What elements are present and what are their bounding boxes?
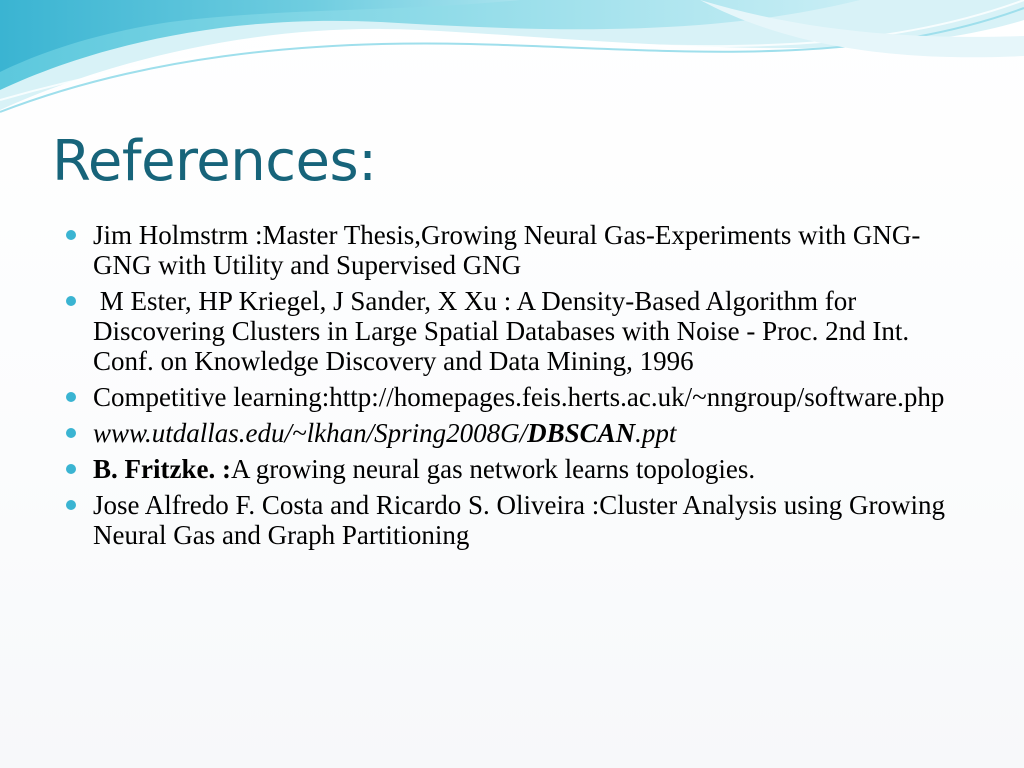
reference-item-utdallas [66, 418, 966, 448]
header-wave-decoration [0, 0, 1024, 130]
reference-item-holmstrm [66, 220, 966, 280]
bullet-icon [66, 392, 76, 402]
reference-url-suffix: .ppt [635, 418, 677, 448]
bullet-icon [66, 464, 76, 474]
references-list [66, 220, 966, 556]
reference-text: Competitive learning:http://homepages.feis.herts.ac.uk/~nngroup/software.php [93, 382, 945, 412]
reference-item-ester [66, 286, 966, 376]
reference-item-competitive-learning [66, 382, 966, 412]
bullet-icon [66, 500, 76, 510]
slide-title: References: [52, 129, 377, 194]
reference-url-emphasis: DBSCAN [527, 418, 636, 448]
reference-url-prefix: www.utdallas.edu/~lkhan/Spring2008G/ [93, 418, 528, 448]
reference-text: M Ester, HP Kriegel, J Sander, X Xu : A Density-Based Algorithm for Discovering Clusters in Large Spatial Databases with Noise - Proc. 2nd Int. Conf. on Knowledge Discovery and Data Mining, 1996 [93, 286, 916, 376]
reference-text: Jim Holmstrm :Master Thesis,Growing Neural Gas-Experiments with GNG-GNG with Utility and Supervised GNG [93, 220, 921, 280]
reference-item-fritzke [66, 454, 966, 484]
reference-text: Jose Alfredo F. Costa and Ricardo S. Oliveira :Cluster Analysis using Growing Neural Gas and Graph Partitioning [93, 490, 946, 550]
bullet-icon [66, 428, 76, 438]
bullet-icon [66, 296, 76, 306]
reference-author: B. Fritzke. : [93, 454, 231, 484]
bullet-icon [66, 230, 76, 240]
reference-item-costa [66, 490, 966, 550]
reference-text: A growing neural gas network learns topologies. [230, 454, 756, 484]
